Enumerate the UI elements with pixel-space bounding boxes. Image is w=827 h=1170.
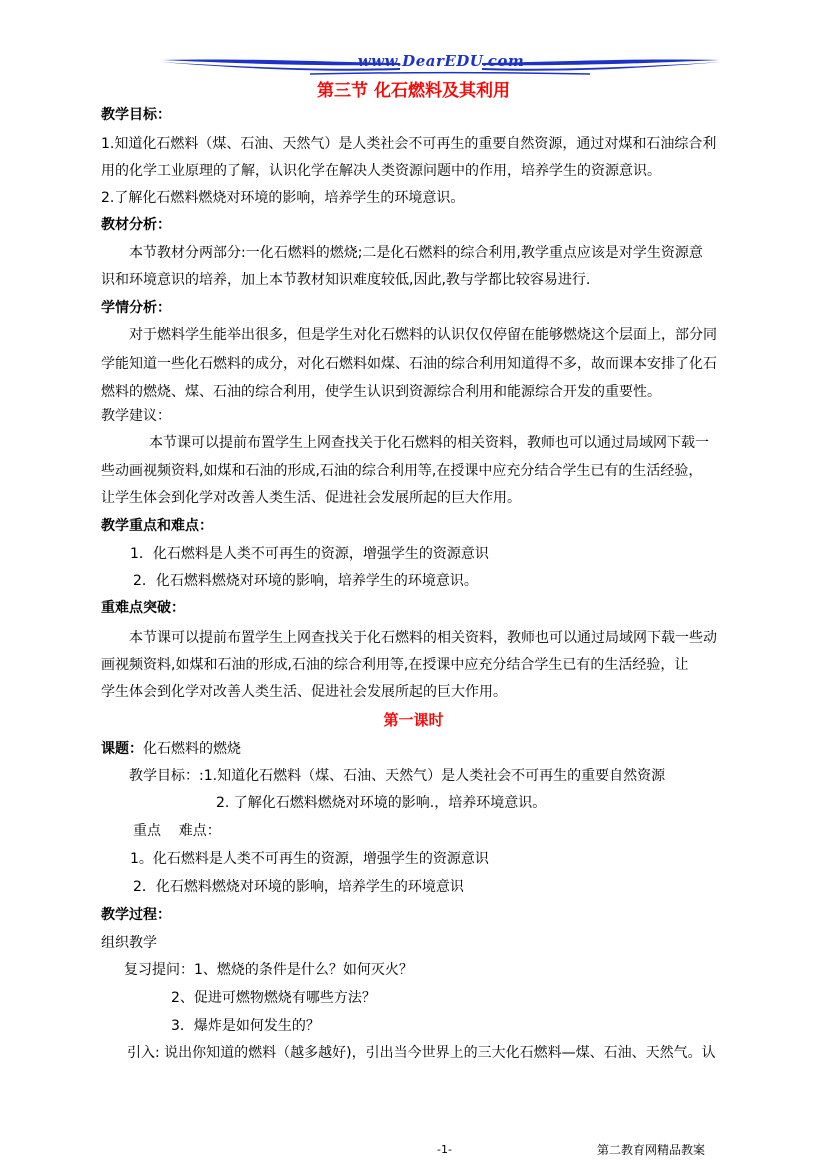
page-number: -1- [437, 1143, 452, 1156]
paragraph-line: 对于燃料学生能举出很多，但是学生对化石燃料的认识仅仅停留在能够燃烧这个层面上，部分同 [129, 327, 717, 343]
topic-label: 课题： [101, 741, 143, 757]
paragraph-line: 组织教学 [101, 935, 157, 951]
paragraph-line: 让学生体会到化学对改善人类生活、促进社会发展所起的巨大作用。 [101, 490, 521, 506]
page-title: 第三节 化石燃料及其利用 [317, 81, 510, 101]
lesson-title: 第一课时 [383, 711, 444, 729]
paragraph-line: 些动画视频资料,如煤和石油的形成,石油的综合利用等,在授课中应充分结合学生已有的生活经验， [101, 463, 703, 479]
list-item: 2、促进可燃物燃烧有哪些方法？ [171, 990, 376, 1006]
paragraph-line: 画视频资料,如煤和石油的形成,石油的综合利用等,在授课中应充分结合学生已有的生活经验，让 [101, 657, 689, 673]
paragraph-line: 本节教材分两部分:一化石燃料的燃烧;二是化石燃料的综合利用,教学重点应该是对学生资源意 [129, 245, 703, 261]
site-url: www.DearEDU.com [357, 52, 525, 70]
paragraph-line: 本节课可以提前布置学生上网查找关于化石燃料的相关资料，教师也可以通过局域网下载一些动 [129, 630, 717, 646]
footer-source: 第二教育网精品教案 [597, 1143, 706, 1157]
heading-material: 教材分析： [101, 217, 171, 233]
heading-students: 学情分析： [101, 300, 171, 316]
paragraph-line: 燃料的燃烧、煤、石油的综合利用，使学生认识到资源综合利用和能源综合开发的重要性。 [101, 384, 661, 400]
paragraph-line: 用的化学工业原理的了解，认识化学在解决人类资源问题中的作用，培养学生的资源意识。 [101, 163, 661, 179]
key-points-label: 重点 难点： [133, 823, 221, 839]
paragraph-line: 2.了解化石燃料燃烧对环境的影响，培养学生的环境意识。 [101, 190, 465, 206]
list-item: 1。化石燃料是人类不可再生的资源，增强学生的资源意识 [130, 851, 489, 867]
topic-line [101, 738, 241, 758]
heading-breakthrough: 重难点突破： [101, 600, 185, 616]
paragraph-line: 1.知道化石燃料（煤、石油、天然气）是人类社会不可再生的重要自然资源，通过对煤和石油综合利 [101, 136, 717, 152]
list-item: 1．化石燃料是人类不可再生的资源，增强学生的资源意识 [130, 546, 489, 562]
paragraph-line: 本节课可以提前布置学生上网查找关于化石燃料的相关资料，教师也可以通过局域网下载一 [149, 435, 709, 451]
heading-process: 教学过程： [101, 907, 171, 923]
list-item: 2．化石燃料燃烧对环境的影响，培养学生的环境意识 [133, 879, 464, 895]
topic-value: 化石燃料的燃烧 [143, 741, 241, 757]
heading-key-points: 教学重点和难点： [101, 518, 213, 534]
paragraph-line: 教学目标：:1.知道化石燃料（煤、石油、天然气）是人类社会不可再生的重要自然资源 [129, 768, 666, 784]
paragraph-line: 2. 了解化石燃料燃烧对环境的影响.，培养环境意识。 [216, 795, 547, 811]
heading-advice: 教学建议： [101, 408, 171, 424]
list-item: 3．爆炸是如何发生的？ [171, 1018, 320, 1034]
paragraph-line: 识和环境意识的培养，加上本节教材知识难度较低,因此,教与学都比较容易进行. [101, 272, 591, 288]
paragraph-line: 引入: 说出你知道的燃料（越多越好)，引出当今世界上的三大化石燃料—煤、石油、天然气。认 [127, 1045, 716, 1061]
list-item: 复习提问：1、燃烧的条件是什么？如何灭火？ [124, 962, 413, 978]
list-item: 2．化石燃料燃烧对环境的影响，培养学生的环境意识。 [133, 573, 478, 589]
paragraph-line: 学生体会到化学对改善人类生活、促进社会发展所起的巨大作用。 [101, 684, 507, 700]
paragraph-line: 学能知道一些化石燃料的成分，对化石燃料如煤、石油的综合利用知道得不多，故而课本安排了化石 [101, 356, 717, 372]
heading-goals: 教学目标： [101, 107, 171, 123]
